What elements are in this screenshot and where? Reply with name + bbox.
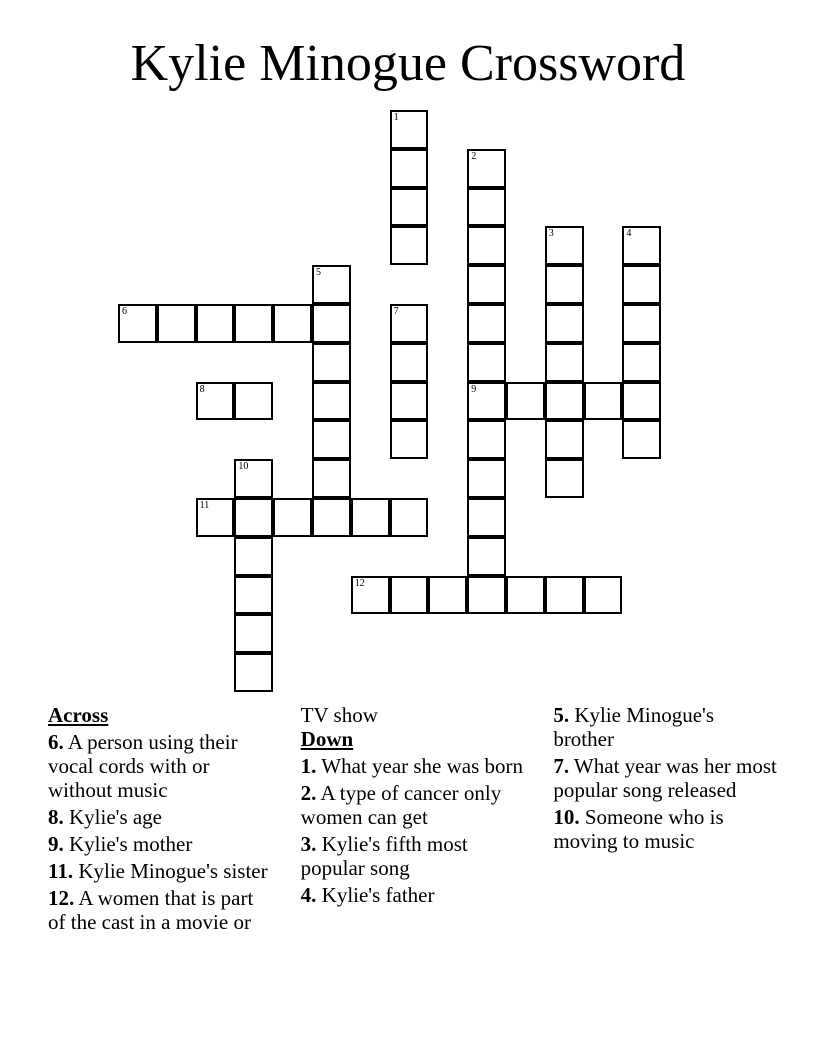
clue-label-number: 3. (300, 832, 317, 856)
clue-number: 2 (471, 150, 477, 162)
clue-number: 9 (471, 383, 477, 395)
grid-cell[interactable] (196, 498, 235, 537)
grid-cell[interactable] (545, 382, 584, 421)
grid-cell[interactable] (390, 420, 429, 459)
grid-cell[interactable] (390, 382, 429, 421)
grid-cell[interactable] (545, 265, 584, 304)
clue-text: Kylie Minogue's brother (553, 703, 715, 751)
clue-number: 10 (238, 461, 249, 473)
down-clue (301, 883, 526, 907)
down-clue (301, 754, 526, 778)
grid-cell[interactable] (622, 382, 661, 421)
grid-cell[interactable] (467, 188, 506, 227)
grid-cell[interactable] (312, 498, 351, 537)
grid-cell[interactable] (545, 226, 584, 265)
grid-cell[interactable] (312, 304, 351, 343)
grid-cell[interactable] (351, 498, 390, 537)
clue-text: A women that is part of the cast in a movie or TV show (48, 703, 378, 934)
grid-cell[interactable] (584, 576, 623, 615)
clue-text: A person using their vocal cords with or without music (48, 730, 238, 802)
grid-cell[interactable] (584, 382, 623, 421)
clue-number: 1 (393, 112, 399, 123)
grid-cell[interactable] (545, 576, 584, 615)
grid-cell[interactable] (545, 304, 584, 343)
clue-number: 4 (626, 228, 632, 240)
clue-label-number: 7. (553, 754, 570, 778)
grid-cell[interactable] (467, 537, 506, 576)
clue-label-number: 1. (300, 754, 317, 778)
grid-cell[interactable] (467, 382, 506, 421)
clue-number: 5 (316, 267, 321, 279)
grid-cell[interactable] (234, 459, 273, 498)
grid-cell[interactable] (506, 382, 545, 421)
grid-cell[interactable] (467, 226, 506, 265)
grid-cell[interactable] (622, 226, 661, 265)
clue-text: Kylie's father (316, 883, 435, 907)
clue-number: 3 (548, 228, 554, 240)
down-clue (301, 781, 526, 829)
grid-cell[interactable] (467, 459, 506, 498)
down-clue (553, 703, 778, 751)
grid-cell[interactable] (273, 498, 312, 537)
grid-cell[interactable] (622, 265, 661, 304)
clue-label-number: 9. (48, 832, 64, 856)
grid-cell[interactable] (622, 343, 661, 382)
clue-text: Kylie Minogue's sister (73, 859, 268, 883)
clue-label-number: 6. (48, 730, 64, 754)
grid-cell[interactable] (312, 420, 351, 459)
grid-cell[interactable] (545, 459, 584, 498)
clue-number: 7 (393, 306, 399, 317)
clue-label-number: 8. (48, 805, 64, 829)
clue-label-number: 2. (300, 781, 317, 805)
grid-cell[interactable] (312, 343, 351, 382)
across-clue (48, 859, 273, 883)
grid-cell[interactable] (467, 576, 506, 615)
grid-cell[interactable] (390, 498, 429, 537)
grid-cell[interactable] (273, 304, 312, 343)
clue-number: 8 (199, 383, 205, 395)
clue-text: Kylie's mother (63, 832, 193, 856)
grid-cell[interactable] (622, 420, 661, 459)
clue-text: Kylie's fifth most popular song (300, 832, 468, 880)
clue-text: A type of cancer only women can get (300, 781, 502, 829)
clue-label-number: 10. (553, 805, 580, 829)
grid-cell[interactable] (234, 304, 273, 343)
grid-cell[interactable] (622, 304, 661, 343)
grid-cell[interactable] (545, 343, 584, 382)
grid-cell[interactable] (157, 304, 196, 343)
grid-cell[interactable] (390, 110, 429, 149)
grid-cell[interactable] (390, 149, 429, 188)
grid-cell[interactable] (312, 265, 351, 304)
grid-cell[interactable] (390, 304, 429, 343)
grid-cell[interactable] (351, 576, 390, 615)
across-heading: Across (48, 703, 109, 727)
down-heading: Down (300, 727, 354, 751)
grid-cell[interactable] (506, 576, 545, 615)
grid-cell[interactable] (467, 343, 506, 382)
grid-cell[interactable] (234, 537, 273, 576)
grid-cell[interactable] (234, 614, 273, 653)
clue-text: What year was her most popular song released (553, 754, 777, 802)
grid-cell[interactable] (545, 420, 584, 459)
grid-cell[interactable] (234, 382, 273, 421)
grid-cell[interactable] (118, 304, 157, 343)
down-clue (553, 805, 778, 853)
grid-cell[interactable] (234, 498, 273, 537)
across-clue (48, 730, 273, 802)
grid-cell[interactable] (390, 576, 429, 615)
clue-number: 6 (122, 306, 127, 317)
grid-cell[interactable] (467, 149, 506, 188)
clue-text: Someone who is moving to music (553, 805, 724, 853)
clue-text: Kylie's age (63, 805, 163, 829)
clue-number: 11 (199, 500, 210, 511)
grid-cell[interactable] (390, 343, 429, 382)
clue-text: What year she was born (316, 754, 524, 778)
grid-cell[interactable] (467, 304, 506, 343)
grid-cell[interactable] (196, 382, 235, 421)
across-clue (48, 832, 273, 856)
grid-cell[interactable] (196, 304, 235, 343)
clue-label-number: 11. (48, 859, 74, 883)
down-clue (553, 754, 778, 802)
clue-label-number: 4. (300, 883, 317, 907)
grid-cell[interactable] (467, 420, 506, 459)
across-clue (48, 805, 273, 829)
down-clue (301, 832, 526, 880)
clue-number: 12 (354, 577, 365, 589)
grid-cell[interactable] (467, 265, 506, 304)
clues-section (48, 703, 778, 955)
grid-cell[interactable] (234, 653, 273, 692)
grid-cell[interactable] (312, 382, 351, 421)
grid-cell[interactable] (390, 226, 429, 265)
grid-cell[interactable] (312, 459, 351, 498)
clue-label-number: 5. (553, 703, 570, 727)
grid-cell[interactable] (234, 576, 273, 615)
grid-cell[interactable] (467, 498, 506, 537)
grid-cell[interactable] (428, 576, 467, 615)
grid-cell[interactable] (390, 188, 429, 227)
page-title: Kylie Minogue Crossword (130, 35, 686, 92)
clue-label-number: 12. (48, 886, 75, 910)
